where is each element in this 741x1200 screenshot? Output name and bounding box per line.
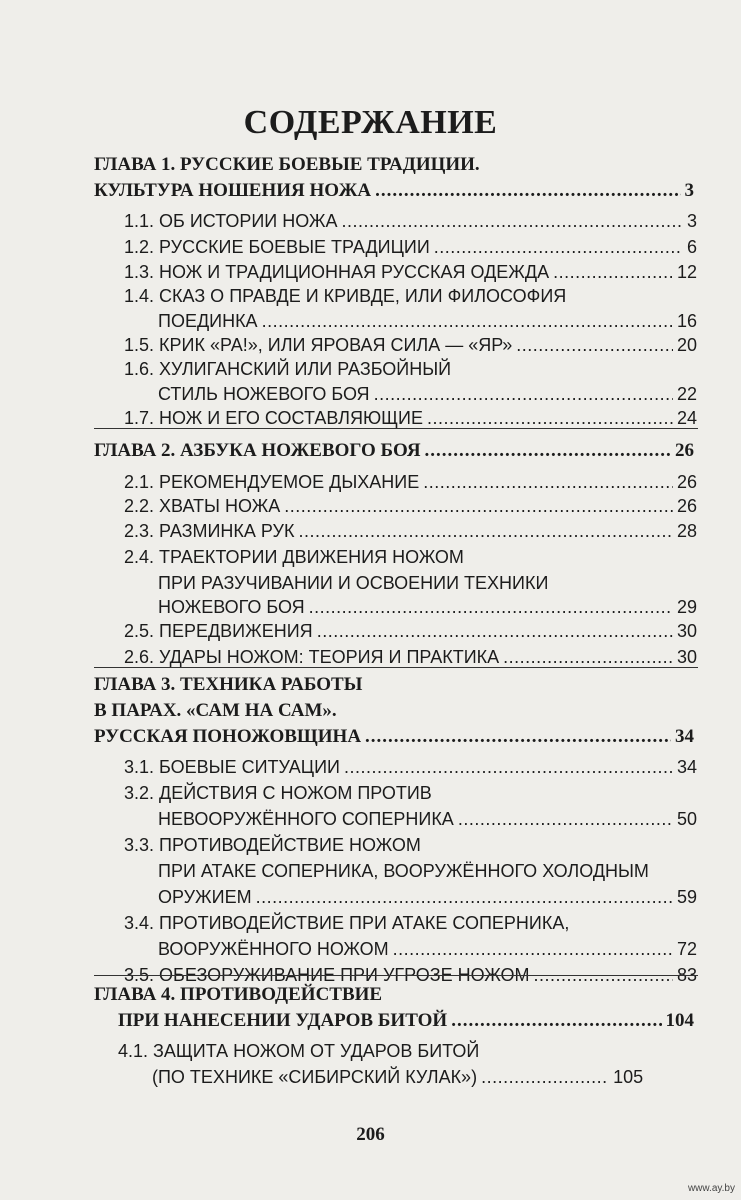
chapter-heading-text: РУССКАЯ ПОНОЖОВЩИНА (94, 726, 362, 747)
page-ref: 24 (676, 408, 697, 428)
page-ref: 104 (665, 1010, 694, 1031)
watermark: www.ay.by (687, 1183, 735, 1194)
page-ref: 16 (676, 311, 697, 331)
toc-entry-title: 2.5. ПЕРЕДВИЖЕНИЯ (124, 621, 313, 641)
leader-dots (309, 596, 673, 618)
toc-entry-line: 3.3. ПРОТИВОДЕЙСТВИЕ НОЖОМ (124, 835, 421, 855)
toc-entry-title: 1.3. НОЖ И ТРАДИЦИОННАЯ РУССКАЯ ОДЕЖДА (124, 262, 550, 282)
toc-entry (124, 754, 697, 780)
toc-entry (124, 519, 697, 544)
chapter-heading-text: ГЛАВА 2. АЗБУКА НОЖЕВОГО БОЯ (94, 440, 421, 461)
page-ref: 26 (676, 496, 697, 516)
toc-entry-title: НЕВООРУЖЁННОГО СОПЕРНИКА (158, 809, 454, 829)
toc-entry-line: 3.4. ПРОТИВОДЕЙСТВИЕ ПРИ АТАКЕ СОПЕРНИКА, (124, 913, 570, 933)
section-list-4 (118, 1038, 692, 1090)
leader-dots (256, 884, 673, 910)
toc-entry (152, 1064, 692, 1090)
page-ref: 20 (676, 335, 697, 355)
page-ref: 105 (613, 1067, 644, 1087)
leader-dots (374, 381, 673, 407)
section-list-3 (124, 754, 697, 988)
chapter-heading-entry (94, 724, 694, 750)
page-ref: 3 (686, 211, 697, 231)
leader-dots (553, 260, 673, 284)
leader-dots (451, 1008, 661, 1034)
page-ref: 30 (676, 621, 697, 641)
toc-entry-line: ПРИ РАЗУЧИВАНИИ И ОСВОЕНИИ ТЕХНИКИ (158, 573, 549, 593)
toc-entry-title: ПОЕДИНКА (158, 311, 258, 331)
chapter-heading-2 (94, 438, 694, 464)
chapter-heading-entry (118, 1008, 694, 1034)
toc-entry (124, 618, 697, 644)
page-ref: 26 (676, 472, 697, 492)
leader-dots (434, 234, 683, 260)
chapter-heading-text: КУЛЬТУРА НОШЕНИЯ НОЖА (94, 180, 372, 201)
toc-entry-line: 2.4. ТРАЕКТОРИИ ДВИЖЕНИЯ НОЖОМ (124, 547, 464, 567)
toc-entry (158, 596, 697, 618)
chapter-heading-line: ГЛАВА 4. ПРОТИВОДЕЙСТВИЕ (94, 984, 383, 1005)
chapter-heading-entry (94, 178, 694, 204)
chapter-heading-line: ГЛАВА 1. РУССКИЕ БОЕВЫЕ ТРАДИЦИИ. (94, 154, 480, 175)
leader-dots (365, 724, 671, 750)
toc-entry-title: НОЖЕВОГО БОЯ (158, 597, 305, 617)
leader-dots (262, 309, 673, 333)
toc-entry-title: (ПО ТЕХНИКЕ «СИБИРСКИЙ КУЛАК») (152, 1067, 478, 1087)
chapter-heading-line: В ПАРАХ. «САМ НА САМ». (94, 700, 337, 721)
toc-entry-title: 2.6. УДАРЫ НОЖОМ: ТЕОРИЯ И ПРАКТИКА (124, 647, 500, 667)
toc-entry-line: 3.2. ДЕЙСТВИЯ С НОЖОМ ПРОТИВ (124, 783, 432, 803)
leader-dots (298, 519, 673, 544)
page-ref: 59 (676, 887, 697, 907)
toc-entry (124, 407, 697, 429)
chapter-heading-line: ГЛАВА 3. ТЕХНИКА РАБОТЫ (94, 674, 363, 695)
toc-entry-line: 1.4. СКАЗ О ПРАВДЕ И КРИВДЕ, ИЛИ ФИЛОСОФИЯ (124, 286, 567, 306)
toc-entry (158, 806, 697, 832)
page-title: СОДЕРЖАНИЕ (243, 104, 498, 141)
toc-entry-title: 1.1. ОБ ИСТОРИИ НОЖА (124, 211, 338, 231)
divider-line (94, 667, 698, 668)
leader-dots (425, 438, 671, 464)
page-ref: 72 (676, 939, 697, 959)
chapter-heading-4 (94, 982, 694, 1034)
leader-dots (427, 407, 673, 429)
toc-entry (158, 936, 697, 962)
page-ref: 30 (676, 647, 697, 667)
toc-entry (158, 884, 697, 910)
toc-entry-line: 1.6. ХУЛИГАНСКИЙ ИЛИ РАЗБОЙНЫЙ (124, 359, 452, 379)
leader-dots (481, 1064, 609, 1090)
leader-dots (284, 494, 673, 519)
toc-entry-line: ПРИ АТАКЕ СОПЕРНИКА, ВООРУЖЁННОГО ХОЛОДНЫМ (158, 861, 649, 881)
toc-entry-title: 2.1. РЕКОМЕНДУЕМОЕ ДЫХАНИЕ (124, 472, 420, 492)
toc-entry-title: 3.5. ОБЕЗОРУЖИВАНИЕ ПРИ УГРОЗЕ НОЖОМ (124, 965, 530, 985)
page-ref: 34 (676, 757, 697, 777)
toc-entry-title: 2.3. РАЗМИНКА РУК (124, 521, 295, 541)
divider-line (94, 428, 698, 429)
page-ref: 29 (676, 597, 697, 617)
toc-entry (158, 309, 697, 333)
toc-entry (124, 208, 697, 234)
chapter-heading-entry (94, 438, 694, 464)
leader-dots (458, 806, 673, 832)
chapter-heading-1 (94, 152, 694, 204)
toc-entry (124, 470, 697, 494)
toc-entry-title: 2.2. ХВАТЫ НОЖА (124, 496, 281, 516)
leader-dots (344, 754, 673, 780)
page-ref: 3 (684, 180, 694, 201)
page-ref: 6 (686, 237, 697, 257)
toc-entry (158, 381, 697, 407)
page-ref: 50 (676, 809, 697, 829)
divider-line (94, 975, 698, 976)
toc-entry-title: СТИЛЬ НОЖЕВОГО БОЯ (158, 384, 370, 404)
toc-entry-line: 4.1. ЗАЩИТА НОЖОМ ОТ УДАРОВ БИТОЙ (118, 1041, 480, 1061)
page-ref: 26 (675, 440, 694, 461)
page-ref: 12 (676, 262, 697, 282)
page-ref: 22 (676, 384, 697, 404)
toc-entry-title: 1.5. КРИК «РА!», ИЛИ ЯРОВАЯ СИЛА — «ЯР» (124, 335, 513, 355)
section-list-1 (124, 208, 697, 429)
toc-entry (124, 333, 697, 357)
toc-entry (124, 234, 697, 260)
toc-entry-title: 1.2. РУССКИЕ БОЕВЫЕ ТРАДИЦИИ (124, 237, 430, 257)
toc-entry-title: 3.1. БОЕВЫЕ СИТУАЦИИ (124, 757, 340, 777)
page-number: 206 (356, 1124, 385, 1145)
leader-dots (375, 178, 680, 204)
toc-entry (124, 260, 697, 284)
chapter-heading-text: ПРИ НАНЕСЕНИИ УДАРОВ БИТОЙ (118, 1010, 448, 1031)
leader-dots (341, 208, 683, 234)
leader-dots (393, 936, 673, 962)
leader-dots (423, 470, 673, 494)
toc-entry-title: ВООРУЖЁННОГО НОЖОМ (158, 939, 389, 959)
page-ref: 34 (675, 726, 694, 747)
page-ref: 28 (676, 521, 697, 541)
toc-entry-title: ОРУЖИЕМ (158, 887, 252, 907)
toc-entry-title: 1.7. НОЖ И ЕГО СОСТАВЛЯЮЩИЕ (124, 408, 423, 428)
section-list-2 (124, 470, 697, 670)
chapter-heading-3 (94, 672, 694, 750)
toc-entry (124, 494, 697, 519)
page-ref: 83 (676, 965, 697, 985)
leader-dots (516, 333, 673, 357)
leader-dots (317, 618, 673, 644)
